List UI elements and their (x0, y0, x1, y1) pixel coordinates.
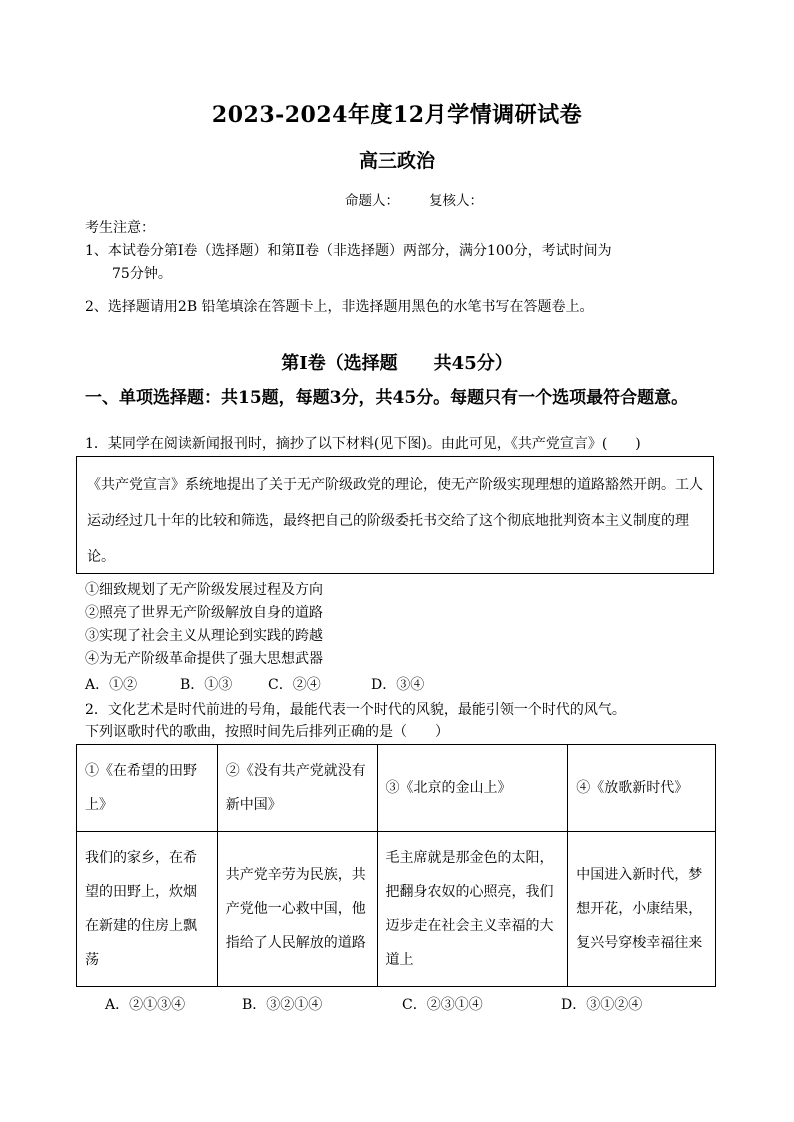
subject-title: 高三政治 (358, 150, 435, 172)
option-c[interactable]: C．②④ (268, 677, 321, 693)
question-1-material-box (76, 456, 714, 574)
song-lyrics-cell: 共产党辛劳为民族，共产党他一心救中国，他指给了人民解放的道路 (217, 832, 377, 987)
song-title-cell: ④《放歌新时代》 (568, 745, 716, 832)
songs-table (76, 744, 716, 987)
section-heading: 一、单项选择题：共15题，每题3分，共45分。每题只有一个选项最符合题意。 (85, 388, 689, 408)
statement-2: ②照亮了世界无产阶级解放自身的道路 (85, 605, 323, 621)
notice-item-1: 1、本试卷分第Ⅰ卷（选择题）和第Ⅱ卷（非选择题）两部分，满分100分，考试时间为 (85, 243, 612, 259)
part1-title: 第Ⅰ卷（选择题 共45分） (281, 353, 513, 374)
reviewer-label: 复核人： (429, 193, 483, 209)
song-title-cell: ①《在希望的田野上》 (77, 745, 218, 832)
question-1-stem: 1．某同学在阅读新闻报刊时，摘抄了以下材料(见下图)。由此可见，《共产党宣言》( ) (85, 436, 641, 452)
notice-item-1-cont: 75分钟。 (112, 266, 172, 282)
option-b[interactable]: B．①③ (180, 677, 233, 693)
notice-item-2: 2、选择题请用2B 铅笔填涂在答题卡上，非选择题用黑色的水笔书写在答题卷上。 (85, 299, 594, 315)
song-lyrics-cell: 毛主席就是那金色的太阳，把翻身农奴的心照亮，我们迈步走在社会主义幸福的大道上 (377, 832, 568, 987)
statement-4: ④为无产阶级革命提供了强大思想武器 (85, 651, 323, 667)
question-2-options (105, 994, 642, 1014)
option-d[interactable]: D．③④ (371, 677, 425, 693)
song-lyrics-cell: 中国进入新时代，梦想开花，小康结果，复兴号穿梭幸福往来 (568, 832, 716, 987)
material-text: 《共产党宣言》系统地提出了关于无产阶级政党的理论，使无产阶级实现理想的道路豁然开朗。工人运动经过几十年的比较和筛选，最终把自己的阶级委托书交给了这个彻底地批判资本主义制度的理论。 (87, 477, 703, 565)
statement-3: ③实现了社会主义从理论到实践的跨越 (85, 628, 323, 644)
option-b[interactable]: B．③②①④ (242, 997, 323, 1013)
statement-1: ①细致规划了无产阶级发展过程及方向 (85, 582, 323, 598)
question-2-stem-cont: 下列讴歌时代的歌曲，按照时间先后排列正确的是（ ） (85, 724, 449, 740)
exam-title: 2023-2024年度12月学情调研试卷 (211, 102, 583, 128)
song-title-cell: ③《北京的金山上》 (377, 745, 568, 832)
song-lyrics-cell: 我们的家乡，在希望的田野上，炊烟在新建的住房上飘荡 (77, 832, 218, 987)
table-row (77, 832, 716, 987)
option-c[interactable]: C．②③①④ (402, 997, 483, 1013)
option-d[interactable]: D．③①②④ (561, 997, 643, 1013)
question-1-options (85, 675, 424, 695)
authors-line (345, 189, 483, 209)
option-a[interactable]: A．①② (85, 677, 138, 693)
notice-title: 考生注意： (85, 220, 155, 236)
option-a[interactable]: A．②①③④ (105, 997, 186, 1013)
setter-label: 命题人： (345, 193, 399, 209)
song-title-cell: ②《没有共产党就没有新中国》 (217, 745, 377, 832)
table-row (77, 745, 716, 832)
question-2-stem: 2．文化艺术是时代前进的号角，最能代表一个时代的风貌，最能引领一个时代的风气。 (85, 702, 626, 718)
